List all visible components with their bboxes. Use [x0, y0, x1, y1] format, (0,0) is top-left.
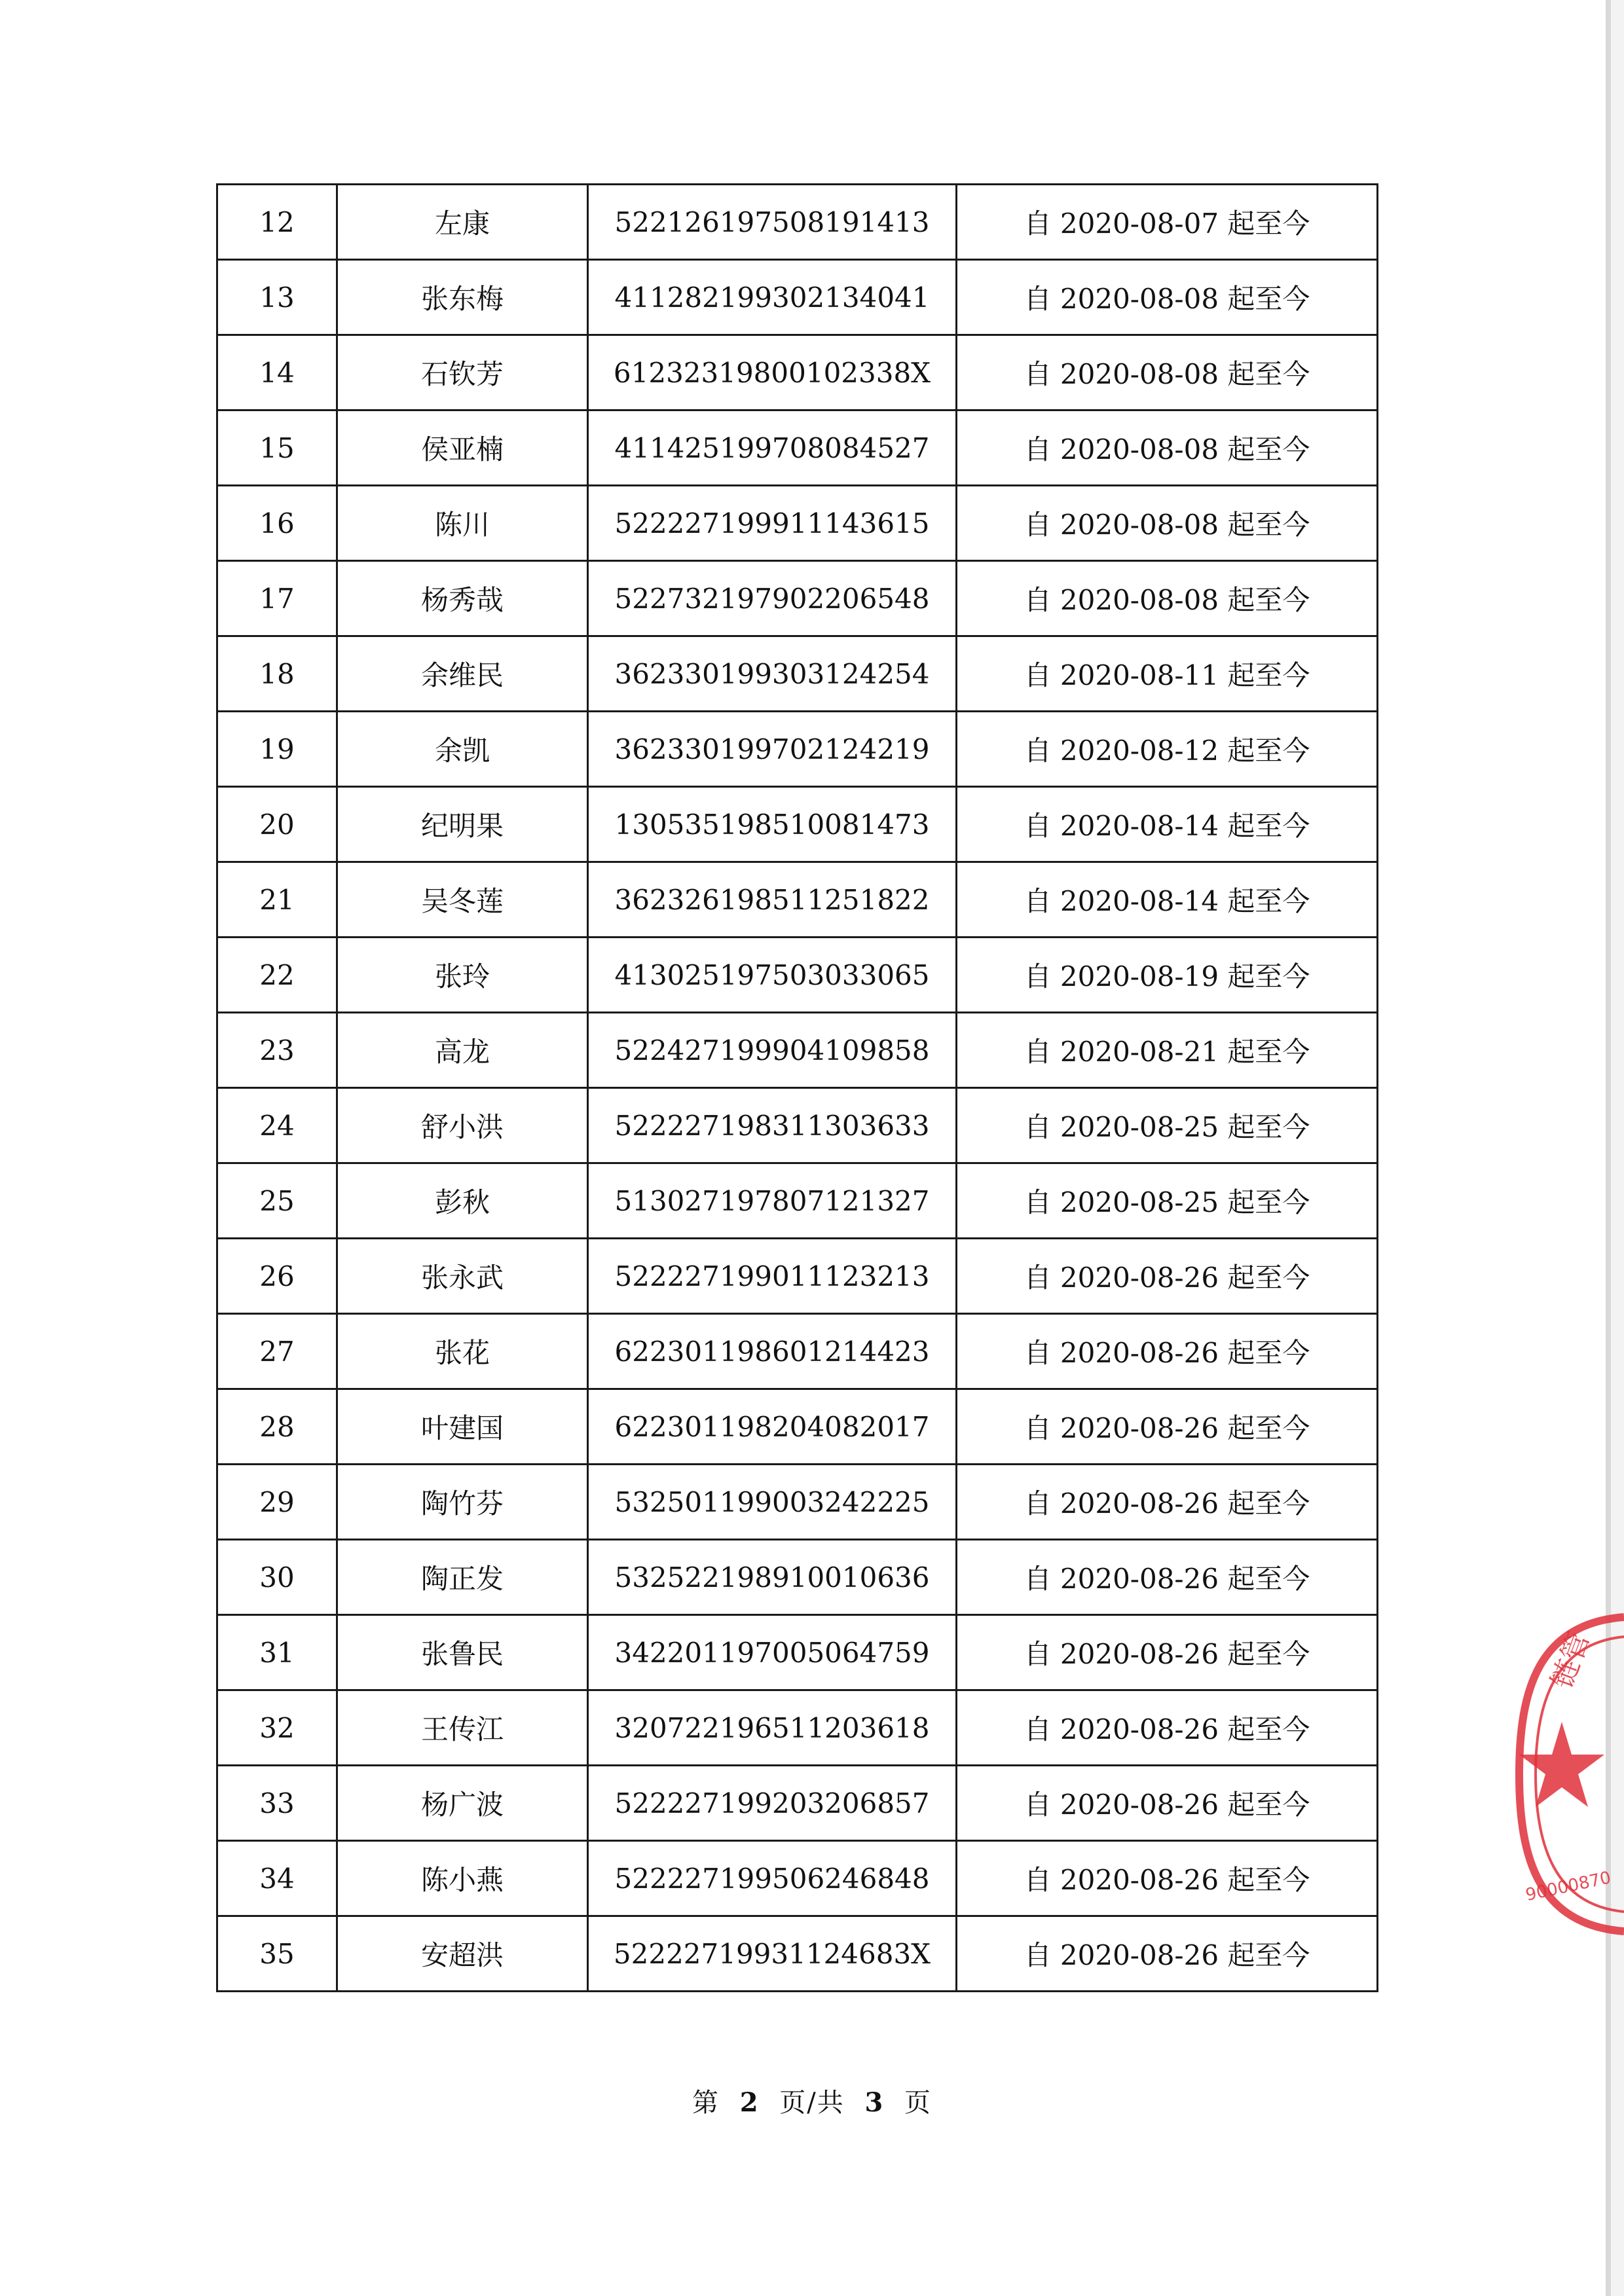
roster-body: [217, 185, 1378, 1992]
row-number: 20: [217, 787, 337, 862]
row-period: 自 2020-08-26 起至今: [957, 1766, 1378, 1841]
row-period: 自 2020-08-26 起至今: [957, 1540, 1378, 1615]
roster-table: [216, 183, 1378, 1992]
row-id-number: 522227199506246848: [588, 1841, 957, 1916]
scan-edge-line: [1606, 0, 1611, 2296]
row-name: 陈小燕: [337, 1841, 588, 1916]
row-name: 石钦芳: [337, 335, 588, 410]
row-id-number: 61232319800102338X: [588, 335, 957, 410]
row-period: 自 2020-08-19 起至今: [957, 938, 1378, 1013]
row-id-number: 522227199911143615: [588, 486, 957, 561]
row-number: 32: [217, 1690, 337, 1766]
row-name: 吴冬莲: [337, 862, 588, 938]
row-number: 19: [217, 712, 337, 787]
row-id-number: 320722196511203618: [588, 1690, 957, 1766]
row-number: 18: [217, 636, 337, 712]
scan-border: [1611, 0, 1624, 2296]
table-row: [217, 1239, 1378, 1314]
row-number: 33: [217, 1766, 337, 1841]
row-period: 自 2020-08-25 起至今: [957, 1163, 1378, 1239]
row-id-number: 513027197807121327: [588, 1163, 957, 1239]
row-id-number: 522227199011123213: [588, 1239, 957, 1314]
row-id-number: 522126197508191413: [588, 185, 957, 260]
row-name: 张玲: [337, 938, 588, 1013]
row-name: 杨秀哉: [337, 561, 588, 636]
row-id-number: 362330199702124219: [588, 712, 957, 787]
page-footer: [0, 2082, 1624, 2119]
row-name: 左康: [337, 185, 588, 260]
row-number: 15: [217, 410, 337, 486]
footer-total-pages: 3: [864, 2087, 885, 2118]
footer-page-number: 2: [739, 2087, 760, 2118]
row-id-number: 532522198910010636: [588, 1540, 957, 1615]
row-number: 14: [217, 335, 337, 410]
row-name: 杨广波: [337, 1766, 588, 1841]
table-row: [217, 1540, 1378, 1615]
seal-text-top: 链管: [1545, 1627, 1596, 1693]
row-name: 舒小洪: [337, 1088, 588, 1163]
row-period: 自 2020-08-26 起至今: [957, 1615, 1378, 1690]
row-id-number: 622301198204082017: [588, 1389, 957, 1465]
footer-middle: 页/共: [779, 2088, 845, 2118]
table-row: [217, 862, 1378, 938]
row-id-number: 52222719931124683X: [588, 1916, 957, 1992]
row-id-number: 532501199003242225: [588, 1465, 957, 1540]
row-id-number: 522227198311303633: [588, 1088, 957, 1163]
table-row: [217, 712, 1378, 787]
table-row: [217, 1389, 1378, 1465]
row-period: 自 2020-08-26 起至今: [957, 1389, 1378, 1465]
table-row: [217, 787, 1378, 862]
row-period: 自 2020-08-07 起至今: [957, 185, 1378, 260]
table-row: [217, 1465, 1378, 1540]
row-period: 自 2020-08-26 起至今: [957, 1916, 1378, 1992]
table-row: [217, 636, 1378, 712]
row-name: 纪明果: [337, 787, 588, 862]
row-number: 12: [217, 185, 337, 260]
row-id-number: 362330199303124254: [588, 636, 957, 712]
row-name: 叶建国: [337, 1389, 588, 1465]
table-row: [217, 561, 1378, 636]
row-name: 张鲁民: [337, 1615, 588, 1690]
table-row: [217, 1766, 1378, 1841]
row-number: 29: [217, 1465, 337, 1540]
footer-suffix: 页: [904, 2088, 932, 2118]
table-row: [217, 1916, 1378, 1992]
row-period: 自 2020-08-21 起至今: [957, 1013, 1378, 1088]
row-id-number: 411282199302134041: [588, 260, 957, 335]
row-number: 16: [217, 486, 337, 561]
row-period: 自 2020-08-08 起至今: [957, 410, 1378, 486]
row-id-number: 362326198511251822: [588, 862, 957, 938]
table-row: [217, 1690, 1378, 1766]
row-period: 自 2020-08-14 起至今: [957, 787, 1378, 862]
row-name: 侯亚楠: [337, 410, 588, 486]
row-id-number: 522227199203206857: [588, 1766, 957, 1841]
row-name: 余凯: [337, 712, 588, 787]
row-name: 陶竹芬: [337, 1465, 588, 1540]
table-row: [217, 1088, 1378, 1163]
row-number: 22: [217, 938, 337, 1013]
row-name: 彭秋: [337, 1163, 588, 1239]
table-row: [217, 1615, 1378, 1690]
table-row: [217, 185, 1378, 260]
row-period: 自 2020-08-14 起至今: [957, 862, 1378, 938]
row-period: 自 2020-08-26 起至今: [957, 1314, 1378, 1389]
row-id-number: 130535198510081473: [588, 787, 957, 862]
row-number: 17: [217, 561, 337, 636]
row-name: 王传江: [337, 1690, 588, 1766]
row-period: 自 2020-08-12 起至今: [957, 712, 1378, 787]
row-period: 自 2020-08-25 起至今: [957, 1088, 1378, 1163]
row-period: 自 2020-08-26 起至今: [957, 1239, 1378, 1314]
row-number: 26: [217, 1239, 337, 1314]
seal-star-icon: [1519, 1722, 1604, 1807]
row-name: 陶正发: [337, 1540, 588, 1615]
table-row: [217, 938, 1378, 1013]
row-period: 自 2020-08-08 起至今: [957, 561, 1378, 636]
row-number: 24: [217, 1088, 337, 1163]
table-row: [217, 1841, 1378, 1916]
table-row: [217, 335, 1378, 410]
row-number: 25: [217, 1163, 337, 1239]
row-period: 自 2020-08-26 起至今: [957, 1841, 1378, 1916]
row-number: 27: [217, 1314, 337, 1389]
row-name: 张花: [337, 1314, 588, 1389]
row-name: 安超洪: [337, 1916, 588, 1992]
row-id-number: 522427199904109858: [588, 1013, 957, 1088]
row-number: 35: [217, 1916, 337, 1992]
row-period: 自 2020-08-11 起至今: [957, 636, 1378, 712]
row-name: 张永武: [337, 1239, 588, 1314]
row-id-number: 411425199708084527: [588, 410, 957, 486]
row-number: 21: [217, 862, 337, 938]
row-name: 张东梅: [337, 260, 588, 335]
table-row: [217, 260, 1378, 335]
seal-text-bottom: 90000870: [1524, 1868, 1613, 1906]
company-seal: [1500, 1597, 1624, 1951]
row-number: 28: [217, 1389, 337, 1465]
row-period: 自 2020-08-08 起至今: [957, 260, 1378, 335]
table-row: [217, 1314, 1378, 1389]
row-number: 13: [217, 260, 337, 335]
row-number: 34: [217, 1841, 337, 1916]
row-number: 23: [217, 1013, 337, 1088]
row-period: 自 2020-08-08 起至今: [957, 486, 1378, 561]
row-number: 31: [217, 1615, 337, 1690]
table-row: [217, 486, 1378, 561]
row-period: 自 2020-08-08 起至今: [957, 335, 1378, 410]
table-row: [217, 410, 1378, 486]
footer-prefix: 第: [692, 2088, 720, 2118]
table-row: [217, 1163, 1378, 1239]
row-id-number: 342201197005064759: [588, 1615, 957, 1690]
row-id-number: 522732197902206548: [588, 561, 957, 636]
row-name: 高龙: [337, 1013, 588, 1088]
row-period: 自 2020-08-26 起至今: [957, 1465, 1378, 1540]
row-id-number: 622301198601214423: [588, 1314, 957, 1389]
row-id-number: 413025197503033065: [588, 938, 957, 1013]
row-number: 30: [217, 1540, 337, 1615]
row-name: 陈川: [337, 486, 588, 561]
row-period: 自 2020-08-26 起至今: [957, 1690, 1378, 1766]
row-name: 余维民: [337, 636, 588, 712]
table-row: [217, 1013, 1378, 1088]
